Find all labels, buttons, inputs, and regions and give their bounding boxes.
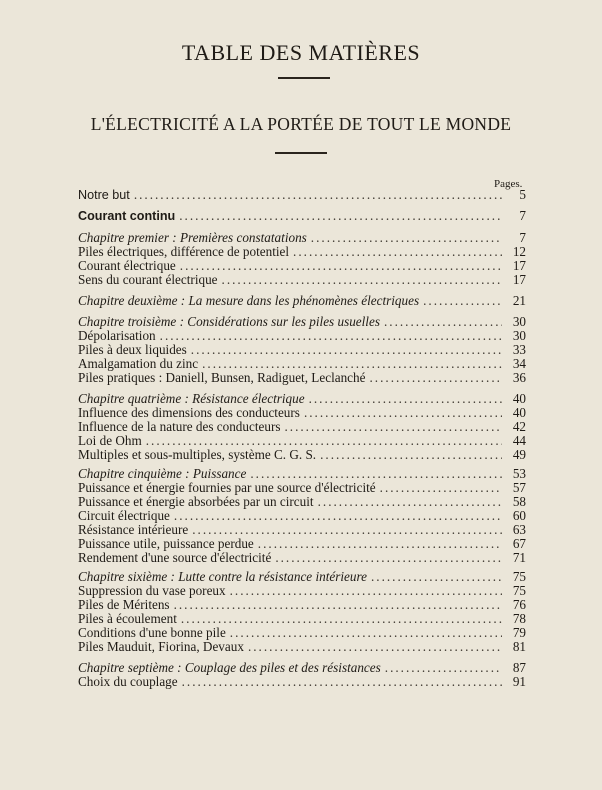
toc-entry-title: Piles à deux liquides xyxy=(78,342,187,357)
toc-entry-page: 17 xyxy=(512,258,526,273)
toc-entry-page: 12 xyxy=(512,244,526,259)
page-title: TABLE DES MATIÈRES xyxy=(181,40,421,65)
toc-entry-page: 40 xyxy=(512,391,526,406)
toc-entry-title: Résistance intérieure xyxy=(78,522,189,537)
toc-entry-page: 34 xyxy=(512,356,526,371)
toc-entry-title: Chapitre premier : Premières constatations xyxy=(78,230,307,245)
toc-entry-page: 71 xyxy=(512,550,526,565)
toc-entry-page: 33 xyxy=(512,342,526,357)
toc-entry-title: Piles pratiques : Daniell, Bunsen, Radiguet, Leclanché xyxy=(78,370,366,385)
toc-entry-title: Suppression du vase poreux xyxy=(78,583,226,598)
toc-entry-title: Piles électriques, différence de potentiel xyxy=(78,244,290,259)
toc-entry-title: Amalgamation du zinc xyxy=(78,356,199,371)
toc-entry-page: 7 xyxy=(519,208,526,223)
toc-entry-page: 91 xyxy=(512,674,526,689)
toc-entry-page: 58 xyxy=(512,494,526,509)
title-rule xyxy=(278,77,330,79)
dot-leader xyxy=(275,549,502,567)
toc-entry-page: 78 xyxy=(512,611,526,626)
toc-entry-title: Chapitre deuxième : La mesure dans les phénomènes électriques xyxy=(78,293,420,308)
toc-entry-page: 63 xyxy=(512,522,526,537)
toc-entry-page: 5 xyxy=(519,187,526,202)
dot-leader xyxy=(423,292,502,310)
toc-entry xyxy=(78,186,526,204)
dot-leader xyxy=(222,271,502,289)
toc-entry-page: 36 xyxy=(512,370,526,385)
toc-entry xyxy=(78,549,526,567)
dot-leader xyxy=(182,673,502,691)
toc-entry xyxy=(78,638,526,656)
toc-entry-page: 49 xyxy=(512,447,526,462)
toc-entry-title: Choix du couplage xyxy=(78,674,178,689)
toc-entry-page: 30 xyxy=(512,328,526,343)
toc-entry-title: Puissance et énergie fournies par une source d'électricité xyxy=(78,480,376,495)
dot-leader xyxy=(248,638,502,656)
toc-entry-page: 30 xyxy=(512,314,526,329)
toc-entry-title: Loi de Ohm xyxy=(78,433,142,448)
toc-entry-title: Piles de Méritens xyxy=(78,597,170,612)
toc-entry-title: Chapitre septième : Couplage des piles et des résistances xyxy=(78,660,381,675)
book-subtitle: L'ÉLECTRICITÉ A LA PORTÉE DE TOUT LE MONDE xyxy=(90,114,512,134)
toc-entry-title: Influence de la nature des conducteurs xyxy=(78,419,281,434)
toc-entry-page: 79 xyxy=(512,625,526,640)
toc-entry-page: 7 xyxy=(519,230,526,245)
dot-leader xyxy=(179,207,502,225)
subtitle-rule xyxy=(275,152,327,154)
toc-entry-title: Multiples et sous-multiples, système C. G. S. xyxy=(78,447,317,462)
toc-entry xyxy=(78,271,526,289)
toc-entry-title: Piles Mauduit, Fiorina, Devaux xyxy=(78,639,244,654)
toc-entry-page: 17 xyxy=(512,272,526,287)
toc-entry-page: 75 xyxy=(512,583,526,598)
toc-entry-title: Puissance et énergie absorbées par un circuit xyxy=(78,494,314,509)
toc-entry-page: 76 xyxy=(512,597,526,612)
toc-entry-title: Conditions d'une bonne pile xyxy=(78,625,226,640)
toc-entry-title: Sens du courant électrique xyxy=(78,272,218,287)
pages-column-header: Pages. xyxy=(494,178,523,190)
toc-entry xyxy=(78,369,526,387)
toc-entry-title: Courant électrique xyxy=(78,258,176,273)
toc-entry-title: Chapitre cinquième : Puissance xyxy=(78,466,247,481)
toc-entry-page: 87 xyxy=(512,660,526,675)
toc-entry xyxy=(78,292,526,310)
toc-entry-page: 81 xyxy=(512,639,526,654)
toc-entry-page: 42 xyxy=(512,419,526,434)
toc-entry-title: Dépolarisation xyxy=(78,328,156,343)
toc-entry-page: 75 xyxy=(512,569,526,584)
toc-entry-title: Chapitre quatrième : Résistance électrique xyxy=(78,391,305,406)
dot-leader xyxy=(134,186,502,204)
toc-entry-title: Piles à écoulement xyxy=(78,611,177,626)
toc-entry-page: 53 xyxy=(512,466,526,481)
toc-entry xyxy=(78,207,526,225)
toc-entry-title: Puissance utile, puissance perdue xyxy=(78,536,254,551)
toc-entry-title: Notre but xyxy=(78,188,130,202)
toc-entry xyxy=(78,673,526,691)
toc-entry-title: Chapitre sixième : Lutte contre la résistance intérieure xyxy=(78,569,367,584)
toc-entry-page: 40 xyxy=(512,405,526,420)
toc-entry xyxy=(78,446,526,464)
toc-entry-page: 21 xyxy=(512,293,526,308)
toc-entry-title: Chapitre troisième : Considérations sur les piles usuelles xyxy=(78,314,380,329)
toc-entry-page: 44 xyxy=(512,433,526,448)
toc-entry-page: 57 xyxy=(512,480,526,495)
toc-entry-title: Courant continu xyxy=(78,209,176,223)
dot-leader xyxy=(370,369,503,387)
toc-entry-title: Rendement d'une source d'électricité xyxy=(78,550,272,565)
toc-entry-page: 67 xyxy=(512,536,526,551)
toc-entry-title: Circuit électrique xyxy=(78,508,170,523)
toc-entry-title: Influence des dimensions des conducteurs xyxy=(78,405,300,420)
dot-leader xyxy=(320,446,502,464)
toc-entry-page: 60 xyxy=(512,508,526,523)
